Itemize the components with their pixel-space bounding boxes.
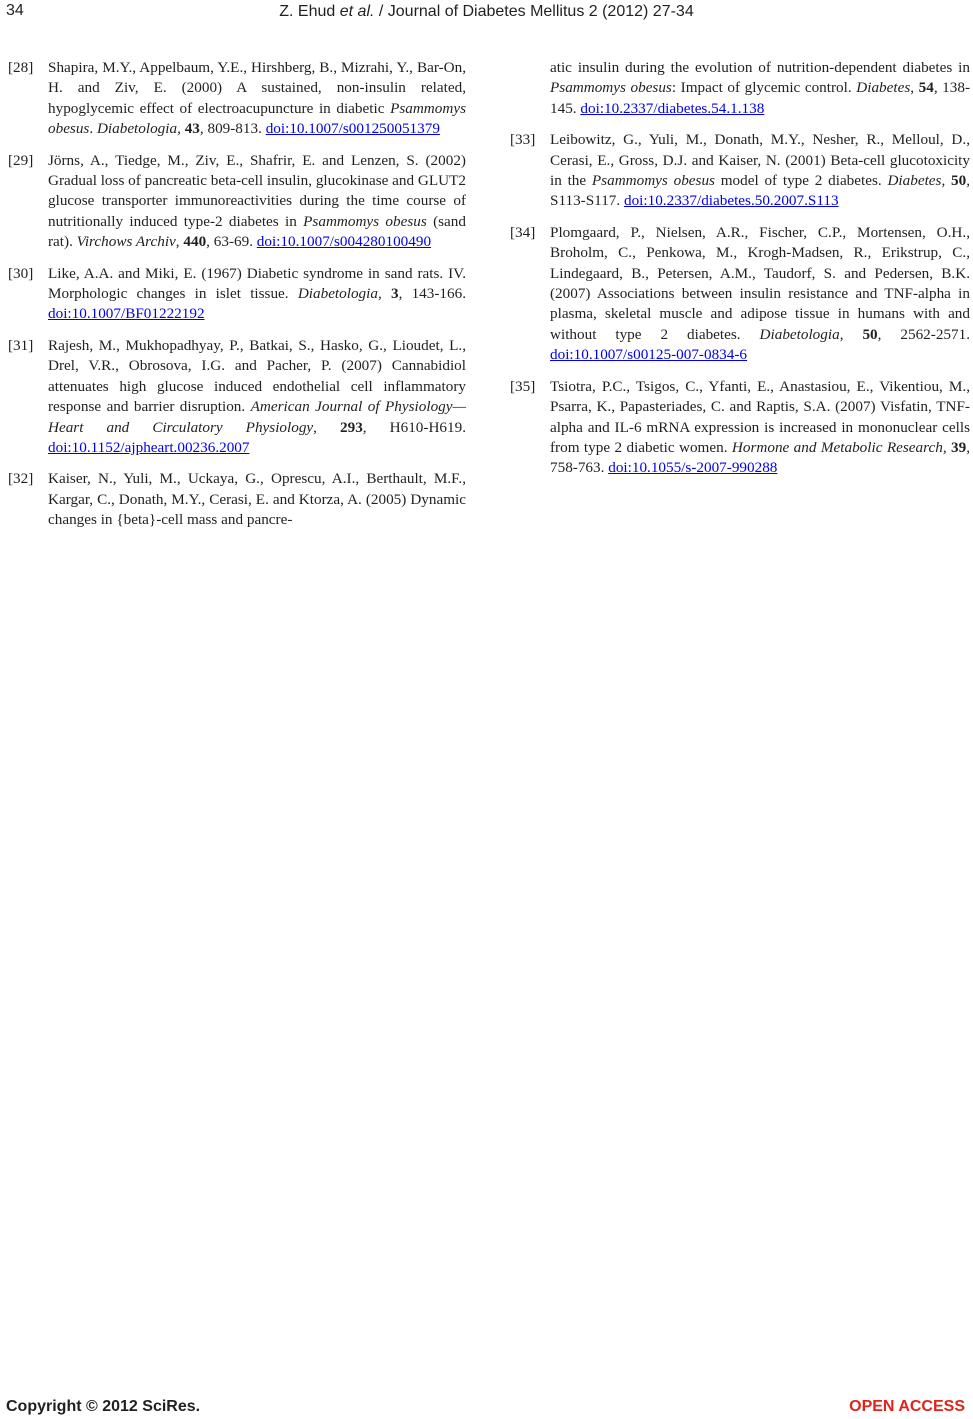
reference-number: [35] bbox=[510, 377, 536, 395]
reference-segment: , bbox=[839, 325, 863, 343]
reference-text bbox=[550, 58, 970, 119]
volume-number: 293 bbox=[340, 418, 363, 436]
italic-text: Diabetologia bbox=[96, 120, 178, 138]
reference-number: [29] bbox=[8, 151, 34, 169]
italic-text: Hormone and Metabolic Research bbox=[731, 438, 943, 456]
doi-link[interactable]: doi:10.1007/BF01222192 bbox=[48, 305, 205, 323]
reference-segment: Kaiser, N., Yuli, M., Uckaya, G., Oprescu, A.I., Berthault, M.F., Kargar, C., Donath, M.Y., Cerasi, E. and Ktorza, A. (2005) Dynamic changes in {beta}-cell mass and pancre- bbox=[48, 470, 466, 529]
reference-segment: , bbox=[177, 120, 185, 138]
reference-text bbox=[48, 264, 466, 325]
reference-segment: model of type 2 diabetes. bbox=[714, 172, 888, 190]
italic-text: Psammomys obesus bbox=[48, 99, 466, 138]
running-head-authors: Z. Ehud bbox=[279, 3, 340, 20]
volume-number: 3 bbox=[390, 285, 399, 303]
reference-entry bbox=[8, 469, 466, 530]
italic-text: Virchows Archiv bbox=[76, 233, 176, 251]
reference-segment: Shapira, M.Y., Appelbaum, Y.E., Hirshberg, B., Mizrahi, Y., Bar-On, H. and Ziv, E. (2000) A sustained, non-insulin related, hypoglycemic effect of electroacupuncture in diabetic bbox=[48, 59, 466, 117]
reference-text bbox=[550, 223, 970, 366]
reference-segment: , bbox=[910, 79, 919, 97]
reference-segment: , bbox=[175, 233, 184, 251]
reference-segment: , S113-S117. bbox=[550, 172, 970, 210]
reference-segment: Leibowitz, G., Yuli, M., Donath, M.Y., Nesher, R., Melloul, D., Cerasi, E., Gross, D.J. and Kaiser, N. (2001) Beta-cell glucotoxicity in the bbox=[550, 131, 970, 190]
reference-segment: , bbox=[377, 285, 391, 303]
reference-segment: Rajesh, M., Mukhopadhyay, P., Batkai, S., Hasko, G., Lioudet, L., Drel, V.R., Obrosova, I.G. and Pacher, P. (2007) Cannabidiol attenuates high glucose induced endothelial cell inflammatory response and barrier disruption. bbox=[48, 336, 466, 416]
reference-segment: , H610-H619. bbox=[362, 418, 466, 436]
reference-column-right bbox=[510, 58, 970, 490]
running-head-et-al: et al. bbox=[339, 3, 375, 20]
reference-segment: , 138-145. bbox=[550, 79, 971, 117]
reference-segment: atic insulin during the evolution of nutrition-dependent diabetes in bbox=[550, 59, 970, 76]
reference-segment: , 63-69. bbox=[206, 233, 257, 251]
reference-segment: : Impact of glycemic control. bbox=[671, 79, 857, 97]
running-head-journal: / Journal of Diabetes Mellitus 2 (2012) 27-34 bbox=[374, 3, 694, 20]
reference-entry bbox=[8, 151, 466, 253]
volume-number: 54 bbox=[918, 79, 934, 97]
reference-text bbox=[550, 377, 970, 479]
volume-number: 440 bbox=[183, 233, 207, 251]
running-head bbox=[0, 3, 973, 21]
doi-link[interactable]: doi:10.2337/diabetes.50.2007.S113 bbox=[623, 192, 839, 210]
italic-text: Psammomys obesus bbox=[550, 79, 672, 97]
reference-segment: (sand rat). bbox=[48, 212, 466, 251]
doi-link[interactable]: doi:10.1007/s001250051379 bbox=[265, 120, 440, 138]
reference-number: [32] bbox=[8, 470, 34, 488]
italic-text: Diabetes bbox=[887, 172, 942, 190]
reference-segment: , bbox=[313, 418, 341, 436]
doi-link[interactable]: doi:10.2337/diabetes.54.1.138 bbox=[580, 99, 765, 117]
reference-segment: Plomgaard, P., Nielsen, A.R., Fischer, C.P., Mortensen, O.H., Broholm, C., Penkowa, M., Krogh-Madsen, R., Erikstrup, C., Lindegaard, B., Petersen, A.M., Taudorf, S. and Pedersen, B.K. (2007) Associations between insulin resistance and TNF-alpha in plasma, skeletal muscle and adipose tissue in humans with and without type 2 diabetes. bbox=[550, 223, 970, 343]
reference-segment: Jörns, A., Tiedge, M., Ziv, E., Shafrir, E. and Lenzen, S. (2002) Gradual loss of pancreatic beta-cell insulin, glucokinase and GLUT2 glucose transporter immunoreactivities during the time course of nutritionally induced type-2 diabetes in bbox=[48, 151, 466, 230]
italic-text: Diabetologia bbox=[759, 325, 840, 343]
reference-number: [34] bbox=[510, 223, 536, 241]
reference-number: [33] bbox=[510, 131, 536, 149]
reference-entry bbox=[8, 58, 466, 140]
reference-text bbox=[48, 336, 466, 458]
volume-number: 50 bbox=[862, 325, 878, 343]
reference-segment: . bbox=[89, 120, 97, 138]
reference-entry bbox=[510, 377, 970, 479]
volume-number: 39 bbox=[951, 438, 967, 456]
italic-text: Psammomys obesus bbox=[303, 212, 427, 230]
italic-text: Psammomys obesus bbox=[591, 172, 715, 190]
italic-text: American Journal of Physiology—Heart and Circulatory Physiology bbox=[48, 398, 467, 436]
reference-segment: , bbox=[942, 438, 952, 456]
volume-number: 43 bbox=[184, 120, 200, 138]
page-number: 34 bbox=[6, 2, 24, 19]
reference-number: [31] bbox=[8, 336, 34, 354]
reference-segment: Like, A.A. and Miki, E. (1967) Diabetic syndrome in sand rats. IV. Morphologic changes in islet tissue. bbox=[48, 264, 466, 303]
reference-text bbox=[48, 58, 466, 140]
doi-link[interactable]: doi:10.1007/s00125-007-0834-6 bbox=[550, 346, 748, 364]
reference-segment: , 143-166. bbox=[398, 285, 467, 303]
reference-number: [28] bbox=[8, 59, 34, 76]
doi-link[interactable]: doi:10.1152/ajpheart.00236.2007 bbox=[48, 438, 250, 456]
reference-column-left bbox=[8, 58, 466, 542]
doi-link[interactable]: doi:10.1007/s004280100490 bbox=[256, 233, 432, 251]
reference-segment: , bbox=[941, 172, 952, 190]
reference-segment: , 2562-2571. bbox=[877, 325, 970, 343]
reference-segment: , 809-813. bbox=[199, 120, 266, 138]
reference-text bbox=[550, 130, 970, 212]
doi-link[interactable]: doi:10.1055/s-2007-990288 bbox=[608, 459, 778, 477]
open-access-label: OPEN ACCESS bbox=[849, 1398, 965, 1415]
reference-entry bbox=[8, 264, 466, 325]
italic-text: Diabetes bbox=[856, 79, 911, 97]
reference-entry bbox=[510, 130, 970, 212]
reference-segment: Tsiotra, P.C., Tsigos, C., Yfanti, E., Anastasiou, E., Vikentiou, M., Psarra, K., Papasteriades, C. and Raptis, S.A. (2007) Visfatin, TNF-alpha and IL-6 mRNA expression is increased in mononuclear cells from type 2 diabetic women. bbox=[550, 377, 970, 456]
reference-segment: , 758-763. bbox=[550, 438, 971, 477]
volume-number: 50 bbox=[951, 172, 967, 190]
reference-number: [30] bbox=[8, 264, 34, 282]
reference-text bbox=[48, 151, 466, 253]
italic-text: Diabetologia bbox=[297, 285, 378, 303]
reference-entry bbox=[8, 336, 466, 458]
reference-text bbox=[48, 469, 466, 530]
copyright-notice: Copyright © 2012 SciRes. bbox=[6, 1398, 201, 1415]
reference-entry bbox=[510, 223, 970, 366]
reference-entry bbox=[510, 58, 970, 119]
